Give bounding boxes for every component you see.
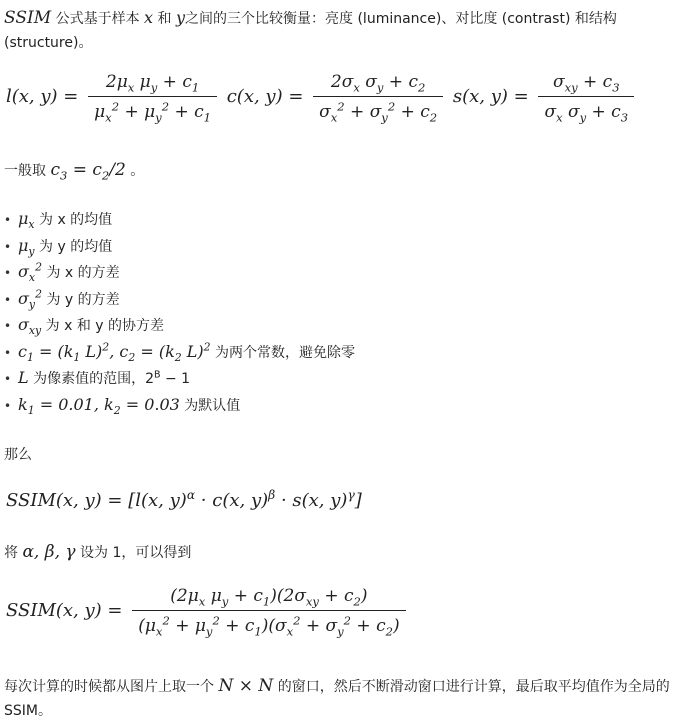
list-item [4, 312, 355, 339]
list-item [4, 365, 355, 392]
l-numerator: $2\mu_x$ $\mu_y + c_1$ [105, 72, 200, 95]
conclusion-paragraph [4, 674, 683, 723]
set-params-text [4, 540, 683, 565]
l-denominator: $\mu_x^2 + \mu_y^2 + c_1$ [88, 96, 217, 122]
l-lhs: l(x, y) = [6, 86, 79, 107]
bullet-math: $\sigma_{xy}$ [18, 315, 42, 338]
set-math: α, β, γ [22, 542, 76, 562]
set-pre: 将 [4, 545, 18, 561]
list-item [4, 233, 355, 260]
bullet-text: 为 x 的方差 [46, 265, 120, 281]
bullet-math: $c_1 = (k_1$ L)$^2$, $c_2 = (k_2$ L)$^2$ [18, 340, 211, 364]
ssim-final-lhs: SSIM(x, y) = [6, 600, 123, 621]
formula-ssim-final [6, 586, 410, 639]
c-denominator: $\sigma_x^2 + \sigma_y^2 + c_2$ [313, 96, 443, 122]
bullet-math: $\sigma_y^2$ [18, 287, 42, 311]
list-item [4, 259, 355, 286]
ssim-final-numerator: ($2\mu_x$ $\mu_y + c_1)(2\sigma_{xy} + c_2)$ [170, 586, 368, 609]
conclusion-math: N × N [218, 676, 274, 696]
intro-paragraph [4, 6, 683, 55]
conclusion-text-2: 的窗口，然后不断滑动窗口进行计算，最后取平均值作为全局的 SSIM。 [4, 679, 670, 719]
c3-note-post: 。 [130, 163, 145, 179]
list-item [4, 392, 355, 419]
bullet-text: 为 y 的均值 [39, 238, 113, 255]
s-denominator: $\sigma_x$ $\sigma_y + c_3$ [538, 96, 634, 122]
s-fraction [538, 72, 634, 125]
bullet-math: $k_1 = 0.01$, $k_2 = 0.03$ [18, 394, 180, 417]
bullet-math: $\sigma_x^2$ [18, 260, 42, 285]
bullet-text: 为像素值的范围，$2^B - 1$ [33, 369, 191, 387]
formula-ssim-general [6, 490, 362, 511]
ssim-term: SSIM [4, 8, 52, 28]
c3-note-math: $c_3 = c_2/2$ [50, 160, 126, 183]
intro-text-1: 公式基于样本 [55, 11, 140, 27]
definition-list [4, 206, 355, 418]
list-item [4, 286, 355, 313]
list-item [4, 339, 355, 366]
ssim-final-fraction [132, 586, 405, 639]
bullet-text: 为 x 的均值 [39, 212, 113, 228]
bullet-math: $\mu_y$ [18, 235, 35, 258]
c3-note-pre: 一般取 [4, 163, 46, 179]
intro-text-3: 之间的三个比较衡量：亮度 (luminance)、对比度 (contrast) 和结构 (structure)。 [4, 11, 617, 51]
bullet-text: 为 x 和 y 的协方差 [45, 318, 165, 334]
ssim-general-expression: SSIM(x, y) = [l(x, y)$^\alpha$ · c(x, y)$^\beta$ · s(x, y)$^\gamma$] [6, 488, 362, 511]
conclusion-text-1: 每次计算的时候都从图片上取一个 [4, 679, 214, 695]
c-numerator: $2\sigma_x$ $\sigma_y + c_2$ [330, 72, 426, 95]
list-item [4, 206, 355, 233]
intro-var-y: y [175, 8, 186, 27]
bullet-text: 为 y 的方差 [46, 291, 120, 308]
s-numerator: $\sigma_{xy} + c_3$ [552, 72, 620, 95]
c3-note [4, 158, 683, 183]
intro-var-x: x [144, 8, 154, 27]
s-lhs: s(x, y) = [452, 86, 529, 107]
bullet-math: $\mu_x$ [18, 209, 35, 232]
l-fraction [88, 72, 217, 125]
ssim-final-denominator: $(\mu_x^2 + \mu_y^2 + c_1)(\sigma_x^2 + \sigma_y^2 + c_2)$ [132, 610, 405, 636]
bullet-math: L [18, 368, 29, 387]
intro-text-2: 和 [157, 11, 172, 27]
set-post: 设为 1，可以得到 [80, 545, 192, 561]
then-text: 那么 [4, 447, 32, 463]
c-lhs: c(x, y) = [226, 86, 304, 107]
formula-lcs [6, 72, 638, 125]
bullet-text: 为两个常数，避免除零 [215, 344, 356, 361]
bullet-text: 为默认值 [184, 397, 241, 414]
c-fraction [313, 72, 443, 125]
